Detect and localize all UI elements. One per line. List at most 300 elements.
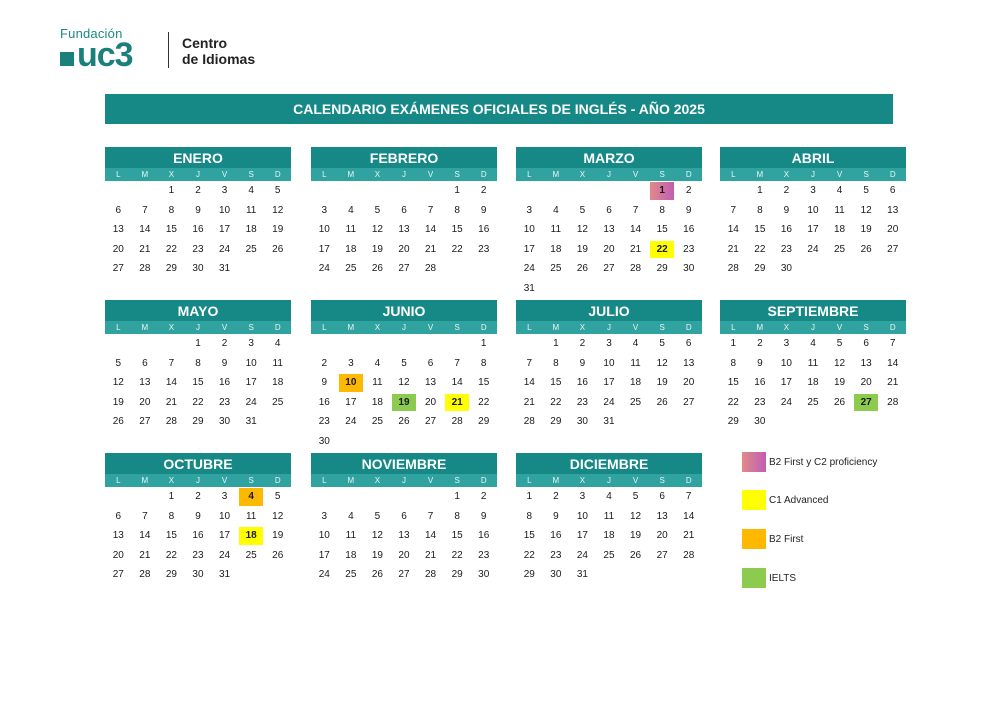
day-cell: 12	[398, 377, 410, 389]
day-cell: 15	[550, 377, 562, 389]
legend-label: C1 Advanced	[769, 494, 829, 506]
month-noviembre	[311, 453, 497, 585]
calendar-title: CALENDARIO EXÁMENES OFICIALES DE INGLÉS - AÑO 2025	[105, 94, 893, 124]
weekday-label: X	[579, 323, 586, 332]
weekday-label: D	[274, 476, 281, 485]
weekday-label: V	[221, 170, 228, 179]
weekday-label: D	[480, 323, 487, 332]
legend-item-b2c2	[742, 452, 877, 472]
empty-cell	[105, 487, 132, 507]
day-cell: 24	[807, 243, 819, 255]
day-cell: 23	[192, 243, 204, 255]
month-name: FEBRERO	[311, 147, 497, 168]
day-cell: 23	[192, 549, 204, 561]
day-cell: 29	[165, 263, 177, 275]
day-cell: 23	[318, 416, 330, 428]
day-cell: 11	[245, 510, 257, 522]
day-cell: 14	[630, 224, 642, 236]
weekday-label: J	[811, 170, 816, 179]
weekday-label: D	[685, 476, 692, 485]
weekday-label: L	[322, 170, 327, 179]
day-cell: 25	[550, 263, 562, 275]
day-cell: 18	[245, 224, 257, 236]
day-cell: 30	[192, 263, 204, 275]
day-cell: 21	[523, 396, 535, 408]
weekday-label: M	[756, 323, 764, 332]
day-cell: 2	[480, 491, 487, 503]
day-cell: 16	[478, 224, 490, 236]
day-cell: 6	[863, 338, 869, 350]
day-cell: 17	[318, 549, 330, 561]
month-septiembre	[720, 300, 906, 432]
day-cell: 15	[656, 224, 668, 236]
day-cell: 19	[860, 224, 872, 236]
day-cell: 20	[112, 549, 124, 561]
day-cell: 2	[685, 185, 692, 197]
day-cell: 2	[553, 491, 559, 503]
day-cell: 4	[274, 338, 281, 350]
empty-cell	[417, 334, 444, 354]
weekday-label: J	[196, 323, 201, 332]
day-cell: 5	[579, 204, 586, 216]
exam-day-ielts: 19	[392, 394, 417, 412]
empty-cell	[391, 181, 418, 201]
day-cell: 21	[630, 243, 642, 255]
day-cell: 3	[606, 338, 612, 350]
day-cell: 31	[219, 263, 231, 275]
day-cell: 14	[165, 377, 177, 389]
day-cell: 5	[836, 338, 843, 350]
day-cell: 14	[727, 224, 739, 236]
empty-cell	[338, 487, 365, 507]
day-cell: 15	[478, 377, 490, 389]
day-cell: 13	[603, 224, 615, 236]
day-cell: 17	[576, 530, 588, 542]
day-cell: 24	[523, 263, 535, 275]
weekday-label: M	[141, 476, 149, 485]
month-julio	[516, 300, 702, 432]
day-cell: 19	[576, 243, 588, 255]
month-name: ABRIL	[720, 147, 906, 168]
weekday-header	[311, 474, 497, 487]
logo-divider	[168, 32, 169, 68]
empty-cell	[338, 334, 365, 354]
day-grid	[516, 487, 702, 585]
exam-day-b2c2: 1	[650, 182, 675, 200]
day-cell: 26	[576, 263, 588, 275]
day-cell: 11	[630, 357, 641, 369]
day-cell: 31	[576, 569, 588, 581]
day-cell: 18	[371, 396, 383, 408]
legend-item-c1	[742, 490, 829, 510]
weekday-label: J	[402, 323, 407, 332]
weekday-label: X	[168, 323, 175, 332]
day-cell: 12	[371, 224, 383, 236]
weekday-label: V	[632, 170, 639, 179]
day-cell: 13	[656, 510, 668, 522]
day-cell: 1	[195, 338, 201, 350]
day-cell: 14	[683, 510, 695, 522]
day-cell: 12	[576, 224, 588, 236]
day-cell: 31	[219, 569, 231, 581]
day-cell: 29	[165, 569, 177, 581]
day-cell: 22	[727, 396, 739, 408]
day-cell: 20	[112, 243, 124, 255]
day-cell: 26	[371, 263, 383, 275]
day-cell: 24	[219, 243, 231, 255]
weekday-header	[105, 474, 291, 487]
day-cell: 29	[478, 416, 490, 428]
day-cell: 27	[425, 416, 437, 428]
day-grid	[105, 487, 291, 585]
day-cell: 19	[834, 377, 846, 389]
day-cell: 3	[221, 491, 228, 503]
day-cell: 4	[836, 185, 843, 197]
day-cell: 20	[656, 530, 668, 542]
day-cell: 30	[754, 416, 766, 428]
day-cell: 12	[371, 530, 383, 542]
day-cell: 9	[757, 357, 763, 369]
day-cell: 3	[221, 185, 228, 197]
day-cell: 16	[318, 396, 330, 408]
day-cell: 23	[780, 243, 792, 255]
day-cell: 23	[219, 396, 231, 408]
weekday-label: D	[685, 323, 692, 332]
exam-day-b2: 4	[239, 488, 264, 506]
day-cell: 28	[683, 549, 695, 561]
month-name: MARZO	[516, 147, 702, 168]
day-cell: 3	[783, 338, 790, 350]
day-cell: 28	[630, 263, 642, 275]
weekday-header	[720, 321, 906, 334]
day-cell: 15	[165, 224, 177, 236]
legend-swatch	[742, 568, 766, 588]
empty-cell	[516, 181, 543, 201]
logo-brand: uc3	[77, 36, 133, 74]
day-cell: 7	[632, 204, 639, 216]
day-cell: 20	[139, 396, 151, 408]
day-cell: 29	[550, 416, 562, 428]
day-cell: 20	[398, 549, 410, 561]
day-cell: 7	[730, 204, 737, 216]
day-cell: 13	[112, 224, 124, 236]
weekday-label: M	[552, 323, 560, 332]
day-cell: 8	[195, 357, 201, 369]
day-cell: 24	[345, 416, 357, 428]
day-cell: 15	[451, 224, 463, 236]
day-cell: 20	[683, 377, 695, 389]
weekday-label: S	[454, 170, 460, 179]
day-cell: 27	[139, 416, 151, 428]
month-name: SEPTIEMBRE	[720, 300, 906, 321]
empty-cell	[622, 181, 649, 201]
weekday-header	[516, 474, 702, 487]
day-cell: 6	[685, 338, 692, 350]
empty-cell	[364, 487, 391, 507]
day-cell: 7	[454, 357, 460, 369]
day-cell: 13	[398, 530, 410, 542]
day-cell: 28	[139, 263, 151, 275]
day-cell: 27	[683, 396, 695, 408]
day-cell: 13	[860, 357, 872, 369]
day-cell: 2	[195, 185, 201, 197]
day-cell: 2	[579, 338, 586, 350]
day-cell: 20	[425, 396, 437, 408]
day-cell: 26	[860, 243, 872, 255]
day-cell: 6	[659, 491, 665, 503]
weekday-label: J	[402, 476, 407, 485]
day-cell: 3	[321, 204, 328, 216]
day-cell: 23	[550, 549, 562, 561]
day-cell: 18	[272, 377, 284, 389]
weekday-label: V	[427, 476, 434, 485]
weekday-label: L	[322, 323, 327, 332]
day-cell: 14	[523, 377, 535, 389]
logo-foundation-text: Fundación	[60, 26, 123, 41]
day-cell: 29	[192, 416, 204, 428]
day-cell: 13	[425, 377, 437, 389]
day-cell: 14	[139, 224, 151, 236]
day-cell: 26	[112, 416, 124, 428]
day-cell: 2	[480, 185, 487, 197]
day-cell: 10	[603, 357, 615, 369]
day-cell: 21	[727, 243, 739, 255]
day-cell: 20	[603, 243, 615, 255]
day-cell: 3	[348, 357, 354, 369]
weekday-label: D	[274, 323, 281, 332]
day-cell: 15	[165, 530, 177, 542]
month-name: MAYO	[105, 300, 291, 321]
day-cell: 30	[683, 263, 695, 275]
empty-cell	[364, 181, 391, 201]
day-cell: 30	[576, 416, 588, 428]
day-cell: 5	[863, 185, 869, 197]
empty-cell	[391, 334, 418, 354]
day-cell: 24	[318, 569, 330, 581]
day-cell: 26	[656, 396, 668, 408]
day-cell: 10	[807, 204, 819, 216]
day-cell: 25	[603, 549, 615, 561]
day-cell: 17	[318, 243, 330, 255]
day-cell: 23	[576, 396, 588, 408]
day-cell: 22	[478, 396, 490, 408]
day-cell: 16	[219, 377, 231, 389]
day-cell: 16	[780, 224, 792, 236]
empty-cell	[417, 181, 444, 201]
exam-day-c1: 18	[239, 527, 264, 545]
day-cell: 17	[219, 530, 231, 542]
day-cell: 15	[523, 530, 535, 542]
day-cell: 1	[526, 491, 533, 503]
day-cell: 16	[478, 530, 490, 542]
day-grid	[311, 334, 497, 451]
day-cell: 1	[454, 491, 460, 503]
day-cell: 30	[780, 263, 792, 275]
weekday-label: X	[374, 170, 381, 179]
month-enero	[105, 147, 291, 279]
day-cell: 5	[374, 510, 381, 522]
day-cell: 21	[165, 396, 177, 408]
day-cell: 7	[427, 204, 434, 216]
empty-cell	[364, 334, 391, 354]
exam-day-b2: 10	[339, 374, 364, 392]
day-cell: 18	[834, 224, 846, 236]
day-cell: 15	[451, 530, 463, 542]
weekday-label: D	[480, 170, 487, 179]
day-cell: 19	[272, 530, 284, 542]
day-cell: 5	[374, 204, 381, 216]
empty-cell	[516, 334, 543, 354]
day-cell: 19	[371, 243, 383, 255]
empty-cell	[158, 334, 185, 354]
legend-label: B2 First	[769, 533, 804, 545]
day-cell: 20	[860, 377, 872, 389]
day-cell: 16	[550, 530, 562, 542]
day-cell: 24	[603, 396, 615, 408]
day-cell: 10	[245, 357, 257, 369]
day-cell: 12	[656, 357, 668, 369]
logo-unit-line2: de Idiomas	[182, 51, 256, 67]
day-cell: 12	[272, 204, 284, 216]
day-cell: 6	[115, 510, 122, 522]
day-cell: 28	[165, 416, 177, 428]
day-grid	[105, 181, 291, 279]
weekday-label: S	[863, 170, 869, 179]
day-grid	[105, 334, 291, 432]
weekday-header	[516, 168, 702, 181]
day-cell: 19	[656, 377, 668, 389]
day-cell: 22	[451, 549, 463, 561]
empty-cell	[417, 487, 444, 507]
day-cell: 1	[480, 338, 487, 350]
day-cell: 28	[727, 263, 739, 275]
day-cell: 2	[757, 338, 763, 350]
day-cell: 13	[683, 357, 695, 369]
day-cell: 9	[195, 204, 201, 216]
day-cell: 9	[480, 204, 487, 216]
day-cell: 17	[219, 224, 231, 236]
day-cell: 23	[754, 396, 766, 408]
day-cell: 28	[425, 263, 437, 275]
weekday-header	[311, 321, 497, 334]
day-cell: 25	[272, 396, 284, 408]
day-cell: 11	[550, 224, 562, 236]
month-name: DICIEMBRE	[516, 453, 702, 474]
month-mayo	[105, 300, 291, 432]
day-cell: 6	[142, 357, 148, 369]
day-cell: 24	[576, 549, 588, 561]
day-cell: 17	[345, 396, 357, 408]
day-cell: 31	[523, 282, 535, 294]
weekday-label: J	[402, 170, 407, 179]
day-cell: 30	[550, 569, 562, 581]
day-cell: 30	[478, 569, 490, 581]
day-cell: 1	[168, 185, 175, 197]
day-cell: 29	[727, 416, 739, 428]
day-cell: 9	[685, 204, 692, 216]
weekday-label: X	[374, 323, 381, 332]
day-cell: 4	[810, 338, 816, 350]
day-cell: 10	[576, 510, 588, 522]
weekday-label: L	[527, 323, 532, 332]
day-cell: 12	[834, 357, 846, 369]
weekday-label: V	[836, 323, 843, 332]
day-cell: 22	[165, 549, 177, 561]
month-name: ENERO	[105, 147, 291, 168]
weekday-label: J	[607, 476, 612, 485]
day-cell: 16	[192, 530, 204, 542]
empty-cell	[132, 334, 159, 354]
empty-cell	[391, 487, 418, 507]
weekday-label: S	[659, 323, 665, 332]
weekday-label: L	[116, 476, 121, 485]
day-cell: 3	[810, 185, 816, 197]
day-cell: 4	[374, 357, 381, 369]
logo-unit	[182, 35, 255, 67]
day-cell: 26	[272, 549, 284, 561]
day-cell: 16	[754, 377, 766, 389]
exam-day-c1: 22	[650, 241, 675, 259]
day-cell: 23	[478, 549, 490, 561]
day-cell: 13	[139, 377, 151, 389]
weekday-label: J	[196, 170, 201, 179]
weekday-label: D	[480, 476, 487, 485]
day-cell: 17	[780, 377, 792, 389]
empty-cell	[596, 181, 623, 201]
day-cell: 22	[451, 243, 463, 255]
day-cell: 23	[478, 243, 490, 255]
day-cell: 12	[860, 204, 872, 216]
day-cell: 18	[807, 377, 819, 389]
day-cell: 15	[727, 377, 739, 389]
logo-mark	[60, 36, 133, 74]
day-cell: 9	[480, 510, 487, 522]
day-cell: 22	[523, 549, 535, 561]
day-cell: 8	[168, 204, 175, 216]
day-cell: 28	[887, 396, 899, 408]
weekday-label: M	[141, 323, 149, 332]
day-cell: 21	[425, 549, 437, 561]
day-cell: 6	[401, 510, 407, 522]
day-cell: 4	[553, 204, 559, 216]
day-cell: 9	[579, 357, 586, 369]
weekday-label: S	[454, 323, 460, 332]
day-cell: 3	[248, 338, 254, 350]
month-diciembre	[516, 453, 702, 585]
weekday-label: V	[427, 323, 434, 332]
weekday-label: D	[685, 170, 692, 179]
weekday-label: D	[274, 170, 281, 179]
day-cell: 3	[526, 204, 533, 216]
weekday-label: L	[731, 323, 736, 332]
weekday-label: M	[552, 476, 560, 485]
weekday-label: J	[607, 323, 612, 332]
day-cell: 4	[348, 204, 354, 216]
day-cell: 30	[318, 435, 330, 447]
empty-cell	[338, 181, 365, 201]
day-cell: 19	[371, 549, 383, 561]
weekday-label: M	[552, 170, 560, 179]
day-grid	[311, 181, 497, 279]
day-cell: 28	[139, 569, 151, 581]
day-cell: 5	[401, 357, 407, 369]
day-cell: 14	[425, 530, 437, 542]
day-cell: 8	[553, 357, 559, 369]
day-cell: 25	[807, 396, 819, 408]
day-cell: 14	[451, 377, 463, 389]
day-cell: 8	[659, 204, 665, 216]
day-cell: 16	[683, 224, 695, 236]
